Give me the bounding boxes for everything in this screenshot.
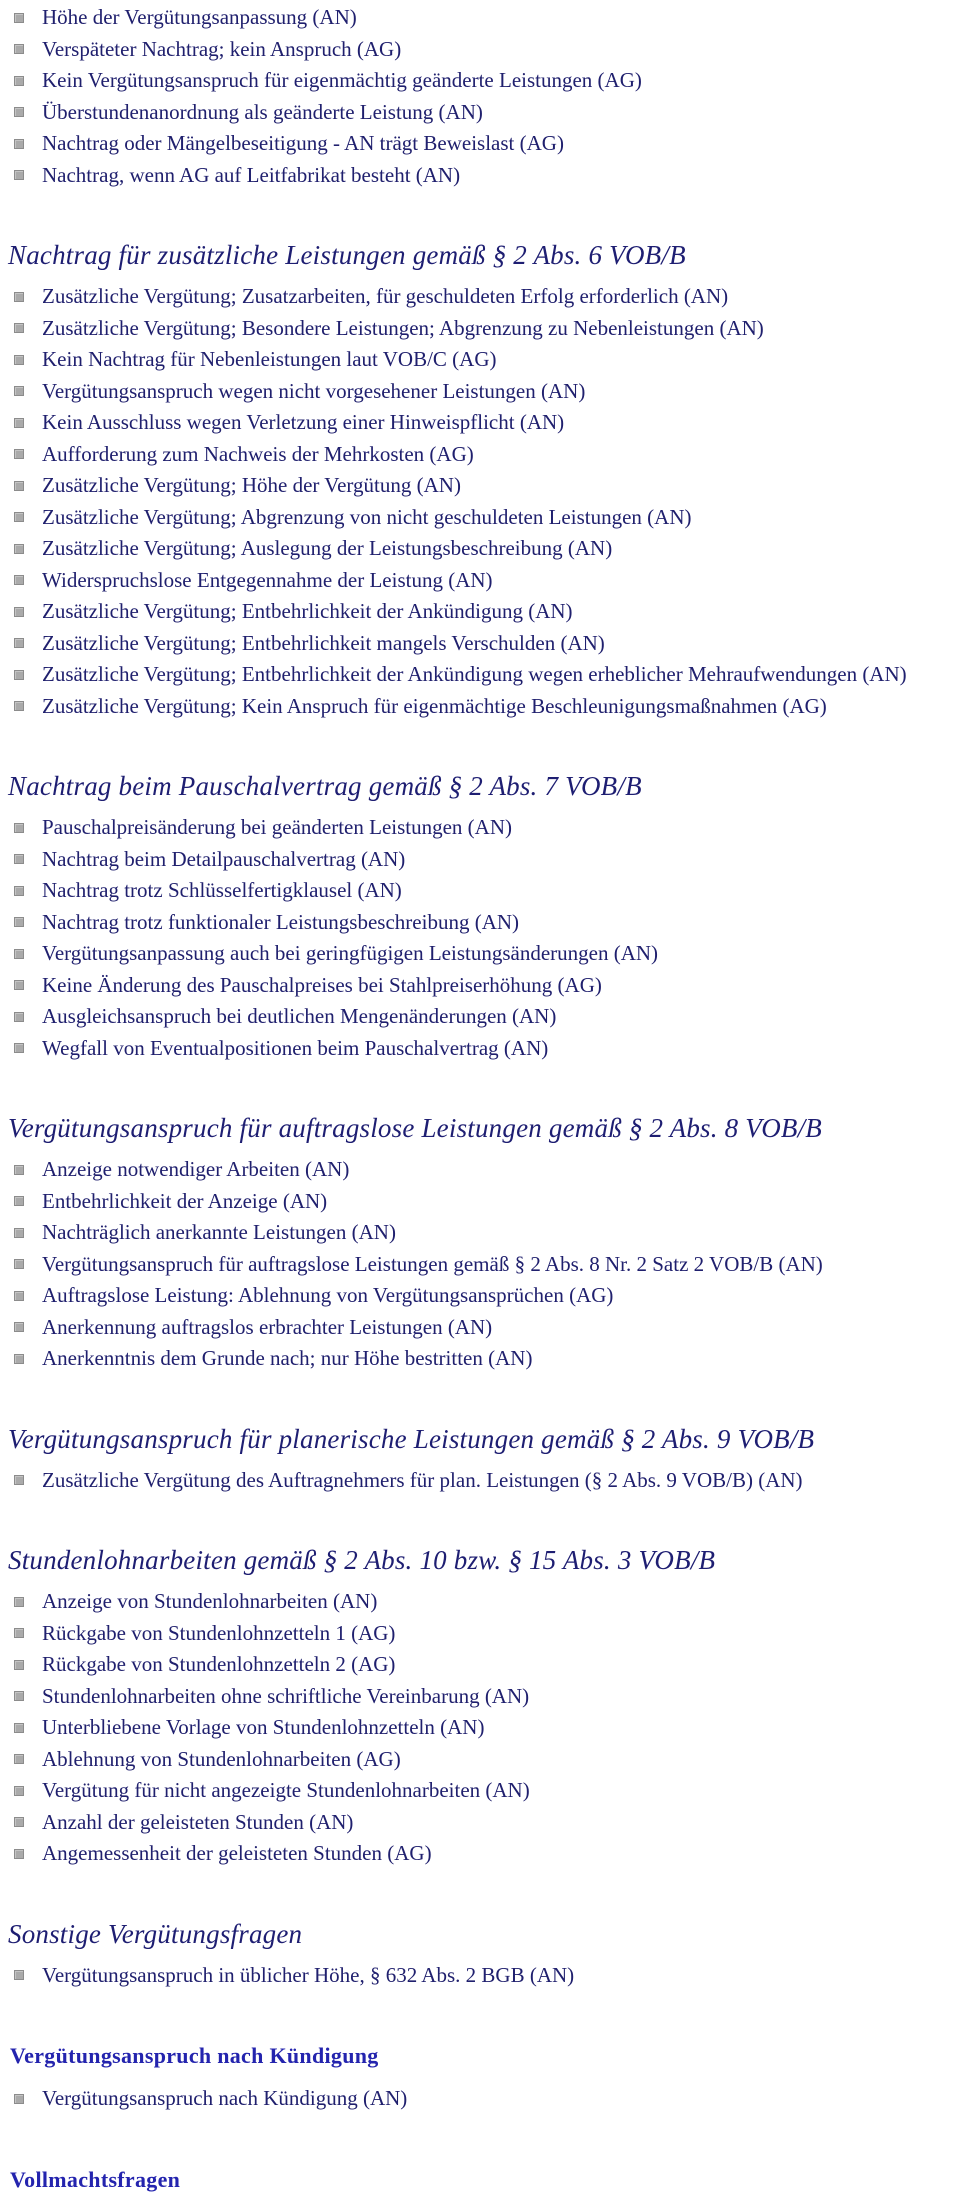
- list-item: [0, 533, 960, 565]
- list-item: [0, 970, 960, 1002]
- list-item-text: Anerkennung auftragslos erbrachter Leistungen (AN): [42, 1314, 493, 1339]
- list-item: [0, 34, 960, 66]
- bullet-square-icon: [14, 1691, 24, 1701]
- section-heading: Vollmachtsfragen: [10, 2166, 181, 2192]
- list-item-text: Höhe der Vergütungsanpassung (AN): [42, 5, 357, 29]
- bullet-square-icon: [14, 1322, 24, 1332]
- section-heading: Stundenlohnarbeiten gemäß § 2 Abs. 10 bzw. § 15 Abs. 3 VOB/B: [8, 1545, 716, 1575]
- list-item-text: Zusätzliche Vergütung; Besondere Leistungen; Abgrenzung zu Nebenleistungen (AN): [42, 315, 764, 340]
- bullet-square-icon: [14, 1043, 24, 1053]
- list-item: [0, 1681, 960, 1713]
- section-heading: Nachtrag beim Pauschalvertrag gemäß § 2 Abs. 7 VOB/B: [8, 771, 642, 801]
- bullet-square-icon: [14, 1259, 24, 1269]
- list-item: [0, 97, 960, 129]
- list-item-text: Kein Vergütungsanspruch für eigenmächtig geänderte Leistungen (AG): [42, 68, 642, 92]
- list-item: [0, 659, 960, 691]
- list-item: [0, 439, 960, 471]
- bullet-square-icon: [14, 1475, 24, 1485]
- list-item: [0, 1838, 960, 1870]
- bullet-square-icon: [14, 323, 24, 333]
- document-section: [0, 2115, 960, 2207]
- bullet-square-icon: [14, 670, 24, 680]
- bullet-square-icon: [14, 1754, 24, 1764]
- list-item: [0, 875, 960, 907]
- document-section: [0, 1375, 960, 1497]
- list-item: [0, 1001, 960, 1033]
- list-item: [0, 1586, 960, 1618]
- list-item-text: Anzahl der geleisteten Stunden (AN): [42, 1809, 354, 1834]
- list-item: [0, 1249, 960, 1281]
- list-item: [0, 1465, 960, 1497]
- list-item: [0, 1618, 960, 1650]
- bullet-square-icon: [14, 292, 24, 302]
- bullet-square-icon: [14, 386, 24, 396]
- document-section: [0, 191, 960, 722]
- list-item-text: Nachtrag trotz funktionaler Leistungsbeschreibung (AN): [42, 909, 520, 934]
- list-item-text: Zusätzliche Vergütung; Auslegung der Leistungsbeschreibung (AN): [42, 536, 613, 560]
- list-item: [0, 1343, 960, 1375]
- bullet-square-icon: [14, 107, 24, 117]
- bullet-square-icon: [14, 1970, 24, 1980]
- list-item: [0, 628, 960, 660]
- bullet-square-icon: [14, 638, 24, 648]
- list-item-text: Ablehnung von Stundenlohnarbeiten (AG): [42, 1746, 401, 1771]
- list-item-text: Zusätzliche Vergütung; Höhe der Vergütung (AN): [42, 473, 461, 497]
- section-heading: Vergütungsanspruch für planerische Leistungen gemäß § 2 Abs. 9 VOB/B: [8, 1423, 815, 1454]
- document-section: [0, 1496, 960, 1870]
- list-item-text: Anzeige notwendiger Arbeiten (AN): [42, 1157, 350, 1181]
- bullet-square-icon: [14, 980, 24, 990]
- bullet-square-icon: [14, 1723, 24, 1733]
- list-item-text: Zusätzliche Vergütung; Abgrenzung von nicht geschuldeten Leistungen (AN): [42, 504, 692, 529]
- bullet-square-icon: [14, 1786, 24, 1796]
- list-item: [0, 565, 960, 597]
- list-item: [0, 1712, 960, 1744]
- bullet-square-icon: [14, 355, 24, 365]
- list-item: [0, 1312, 960, 1344]
- bullet-square-icon: [14, 139, 24, 149]
- bullet-square-icon: [14, 2094, 24, 2104]
- document-section: [0, 1870, 960, 1992]
- list-item-text: Zusätzliche Vergütung; Kein Anspruch für eigenmächtige Beschleunigungsmaßnahmen (AG): [42, 693, 827, 718]
- list-item: [0, 1033, 960, 1065]
- list-item-text: Vergütungsanspruch in üblicher Höhe, § 632 Abs. 2 BGB (AN): [42, 1962, 575, 1987]
- bullet-square-icon: [14, 701, 24, 711]
- bullet-square-icon: [14, 823, 24, 833]
- bullet-square-icon: [14, 949, 24, 959]
- list-item-text: Rückgabe von Stundenlohnzetteln 1 (AG): [42, 1620, 396, 1645]
- list-item-text: Zusätzliche Vergütung; Entbehrlichkeit mangels Verschulden (AN): [42, 630, 605, 655]
- list-item-text: Vergütungsanspruch für auftragslose Leistungen gemäß § 2 Abs. 8 Nr. 2 Satz 2 VOB/B (AN): [42, 1251, 823, 1276]
- sections-container: [0, 2, 960, 2207]
- list-item-text: Pauschalpreisänderung bei geänderten Leistungen (AN): [42, 815, 512, 839]
- bullet-square-icon: [14, 1660, 24, 1670]
- bullet-square-icon: [14, 13, 24, 23]
- list-item: [0, 1154, 960, 1186]
- list-item: [0, 812, 960, 844]
- bullet-square-icon: [14, 1628, 24, 1638]
- list-item-text: Nachtrag trotz Schlüsselfertigklausel (AN): [42, 878, 402, 902]
- list-item-text: Stundenlohnarbeiten ohne schriftliche Vereinbarung (AN): [42, 1683, 530, 1708]
- bullet-square-icon: [14, 1228, 24, 1238]
- document-section: [0, 1064, 960, 1375]
- bullet-square-icon: [14, 886, 24, 896]
- list-item: [0, 907, 960, 939]
- bullet-square-icon: [14, 1354, 24, 1364]
- list-item-text: Verspäteter Nachtrag; kein Anspruch (AG): [42, 36, 402, 61]
- bullet-square-icon: [14, 481, 24, 491]
- list-item: [0, 407, 960, 439]
- list-item: [0, 844, 960, 876]
- bullet-square-icon: [14, 512, 24, 522]
- list-item: [0, 65, 960, 97]
- bullet-square-icon: [14, 1012, 24, 1022]
- list-item-text: Kein Nachtrag für Nebenleistungen laut VOB/C (AG): [42, 347, 497, 371]
- list-item: [0, 502, 960, 534]
- list-item-text: Zusätzliche Vergütung; Entbehrlichkeit der Ankündigung wegen erheblicher Mehraufwendungen (AN): [42, 662, 907, 686]
- bullet-square-icon: [14, 1291, 24, 1301]
- bullet-square-icon: [14, 854, 24, 864]
- bullet-square-icon: [14, 917, 24, 927]
- list-item: [0, 938, 960, 970]
- bullet-square-icon: [14, 44, 24, 54]
- list-item: [0, 2, 960, 34]
- list-item: [0, 281, 960, 313]
- list-item-text: Angemessenheit der geleisteten Stunden (AG): [42, 1841, 432, 1865]
- list-item-text: Vergütungsanspruch wegen nicht vorgesehener Leistungen (AN): [42, 378, 586, 403]
- bullet-square-icon: [14, 449, 24, 459]
- list-item-text: Überstundenanordnung als geänderte Leistung (AN): [42, 99, 483, 124]
- list-item: [0, 470, 960, 502]
- list-item: [0, 1775, 960, 1807]
- list-item: [0, 1960, 960, 1992]
- list-item-text: Kein Ausschluss wegen Verletzung einer Hinweispflicht (AN): [42, 410, 565, 434]
- list-item: [0, 2083, 960, 2115]
- list-item: [0, 1217, 960, 1249]
- list-item: [0, 1744, 960, 1776]
- bullet-square-icon: [14, 1597, 24, 1607]
- bullet-square-icon: [14, 544, 24, 554]
- list-item: [0, 344, 960, 376]
- bullet-square-icon: [14, 1165, 24, 1175]
- section-heading: Vergütungsanspruch nach Kündigung: [10, 2043, 379, 2068]
- list-item-text: Nachtrag beim Detailpauschalvertrag (AN): [42, 846, 406, 871]
- list-item: [0, 596, 960, 628]
- list-item-text: Zusätzliche Vergütung des Auftragnehmers für plan. Leistungen (§ 2 Abs. 9 VOB/B) (AN): [42, 1467, 803, 1492]
- list-item: [0, 691, 960, 723]
- bullet-square-icon: [14, 1849, 24, 1859]
- document-section: [0, 1991, 960, 2115]
- section-heading: Vergütungsanspruch für auftragslose Leistungen gemäß § 2 Abs. 8 VOB/B: [8, 1113, 822, 1143]
- list-item-text: Vergütungsanpassung auch bei geringfügigen Leistungsänderungen (AN): [42, 941, 659, 965]
- list-item-text: Entbehrlichkeit der Anzeige (AN): [42, 1188, 328, 1213]
- list-item-text: Widerspruchslose Entgegennahme der Leistung (AN): [42, 567, 493, 592]
- list-item-text: Anzeige von Stundenlohnarbeiten (AN): [42, 1589, 378, 1613]
- list-item: [0, 1807, 960, 1839]
- bullet-square-icon: [14, 418, 24, 428]
- list-item: [0, 1649, 960, 1681]
- document-section: [0, 2, 960, 191]
- list-item-text: Nachträglich anerkannte Leistungen (AN): [42, 1220, 396, 1244]
- list-item-text: Rückgabe von Stundenlohnzetteln 2 (AG): [42, 1652, 396, 1676]
- list-item-text: Keine Änderung des Pauschalpreises bei Stahlpreiserhöhung (AG): [42, 972, 602, 997]
- bullet-square-icon: [14, 607, 24, 617]
- list-item-text: Aufforderung zum Nachweis der Mehrkosten (AG): [42, 441, 474, 466]
- bullet-square-icon: [14, 76, 24, 86]
- list-item: [0, 376, 960, 408]
- list-item-text: Vergütung für nicht angezeigte Stundenlohnarbeiten (AN): [42, 1778, 530, 1802]
- document-section: [0, 722, 960, 1064]
- list-item-text: Auftragslose Leistung: Ablehnung von Vergütungsansprüchen (AG): [42, 1283, 614, 1307]
- list-item-text: Nachtrag oder Mängelbeseitigung - AN trägt Beweislast (AG): [42, 131, 564, 155]
- list-item-text: Zusätzliche Vergütung; Zusatzarbeiten, für geschuldeten Erfolg erforderlich (AN): [42, 284, 729, 308]
- bullet-square-icon: [14, 170, 24, 180]
- list-item-text: Anerkenntnis dem Grunde nach; nur Höhe bestritten (AN): [42, 1346, 533, 1370]
- list-item: [0, 313, 960, 345]
- bullet-square-icon: [14, 1196, 24, 1206]
- list-item: [0, 1186, 960, 1218]
- list-item-text: Ausgleichsanspruch bei deutlichen Mengenänderungen (AN): [42, 1004, 557, 1028]
- list-item: [0, 160, 960, 192]
- list-item: [0, 1280, 960, 1312]
- list-item-text: Vergütungsanspruch nach Kündigung (AN): [42, 2086, 408, 2110]
- bullet-square-icon: [14, 1817, 24, 1827]
- list-item-text: Unterbliebene Vorlage von Stundenlohnzetteln (AN): [42, 1715, 485, 1739]
- list-item-text: Wegfall von Eventualpositionen beim Pauschalvertrag (AN): [42, 1035, 549, 1060]
- bullet-square-icon: [14, 575, 24, 585]
- section-heading: Sonstige Vergütungsfragen: [8, 1918, 303, 1949]
- list-item: [0, 128, 960, 160]
- section-heading: Nachtrag für zusätzliche Leistungen gemäß § 2 Abs. 6 VOB/B: [8, 240, 686, 270]
- list-item-text: Nachtrag, wenn AG auf Leitfabrikat besteht (AN): [42, 162, 461, 187]
- list-item-text: Zusätzliche Vergütung; Entbehrlichkeit der Ankündigung (AN): [42, 599, 573, 623]
